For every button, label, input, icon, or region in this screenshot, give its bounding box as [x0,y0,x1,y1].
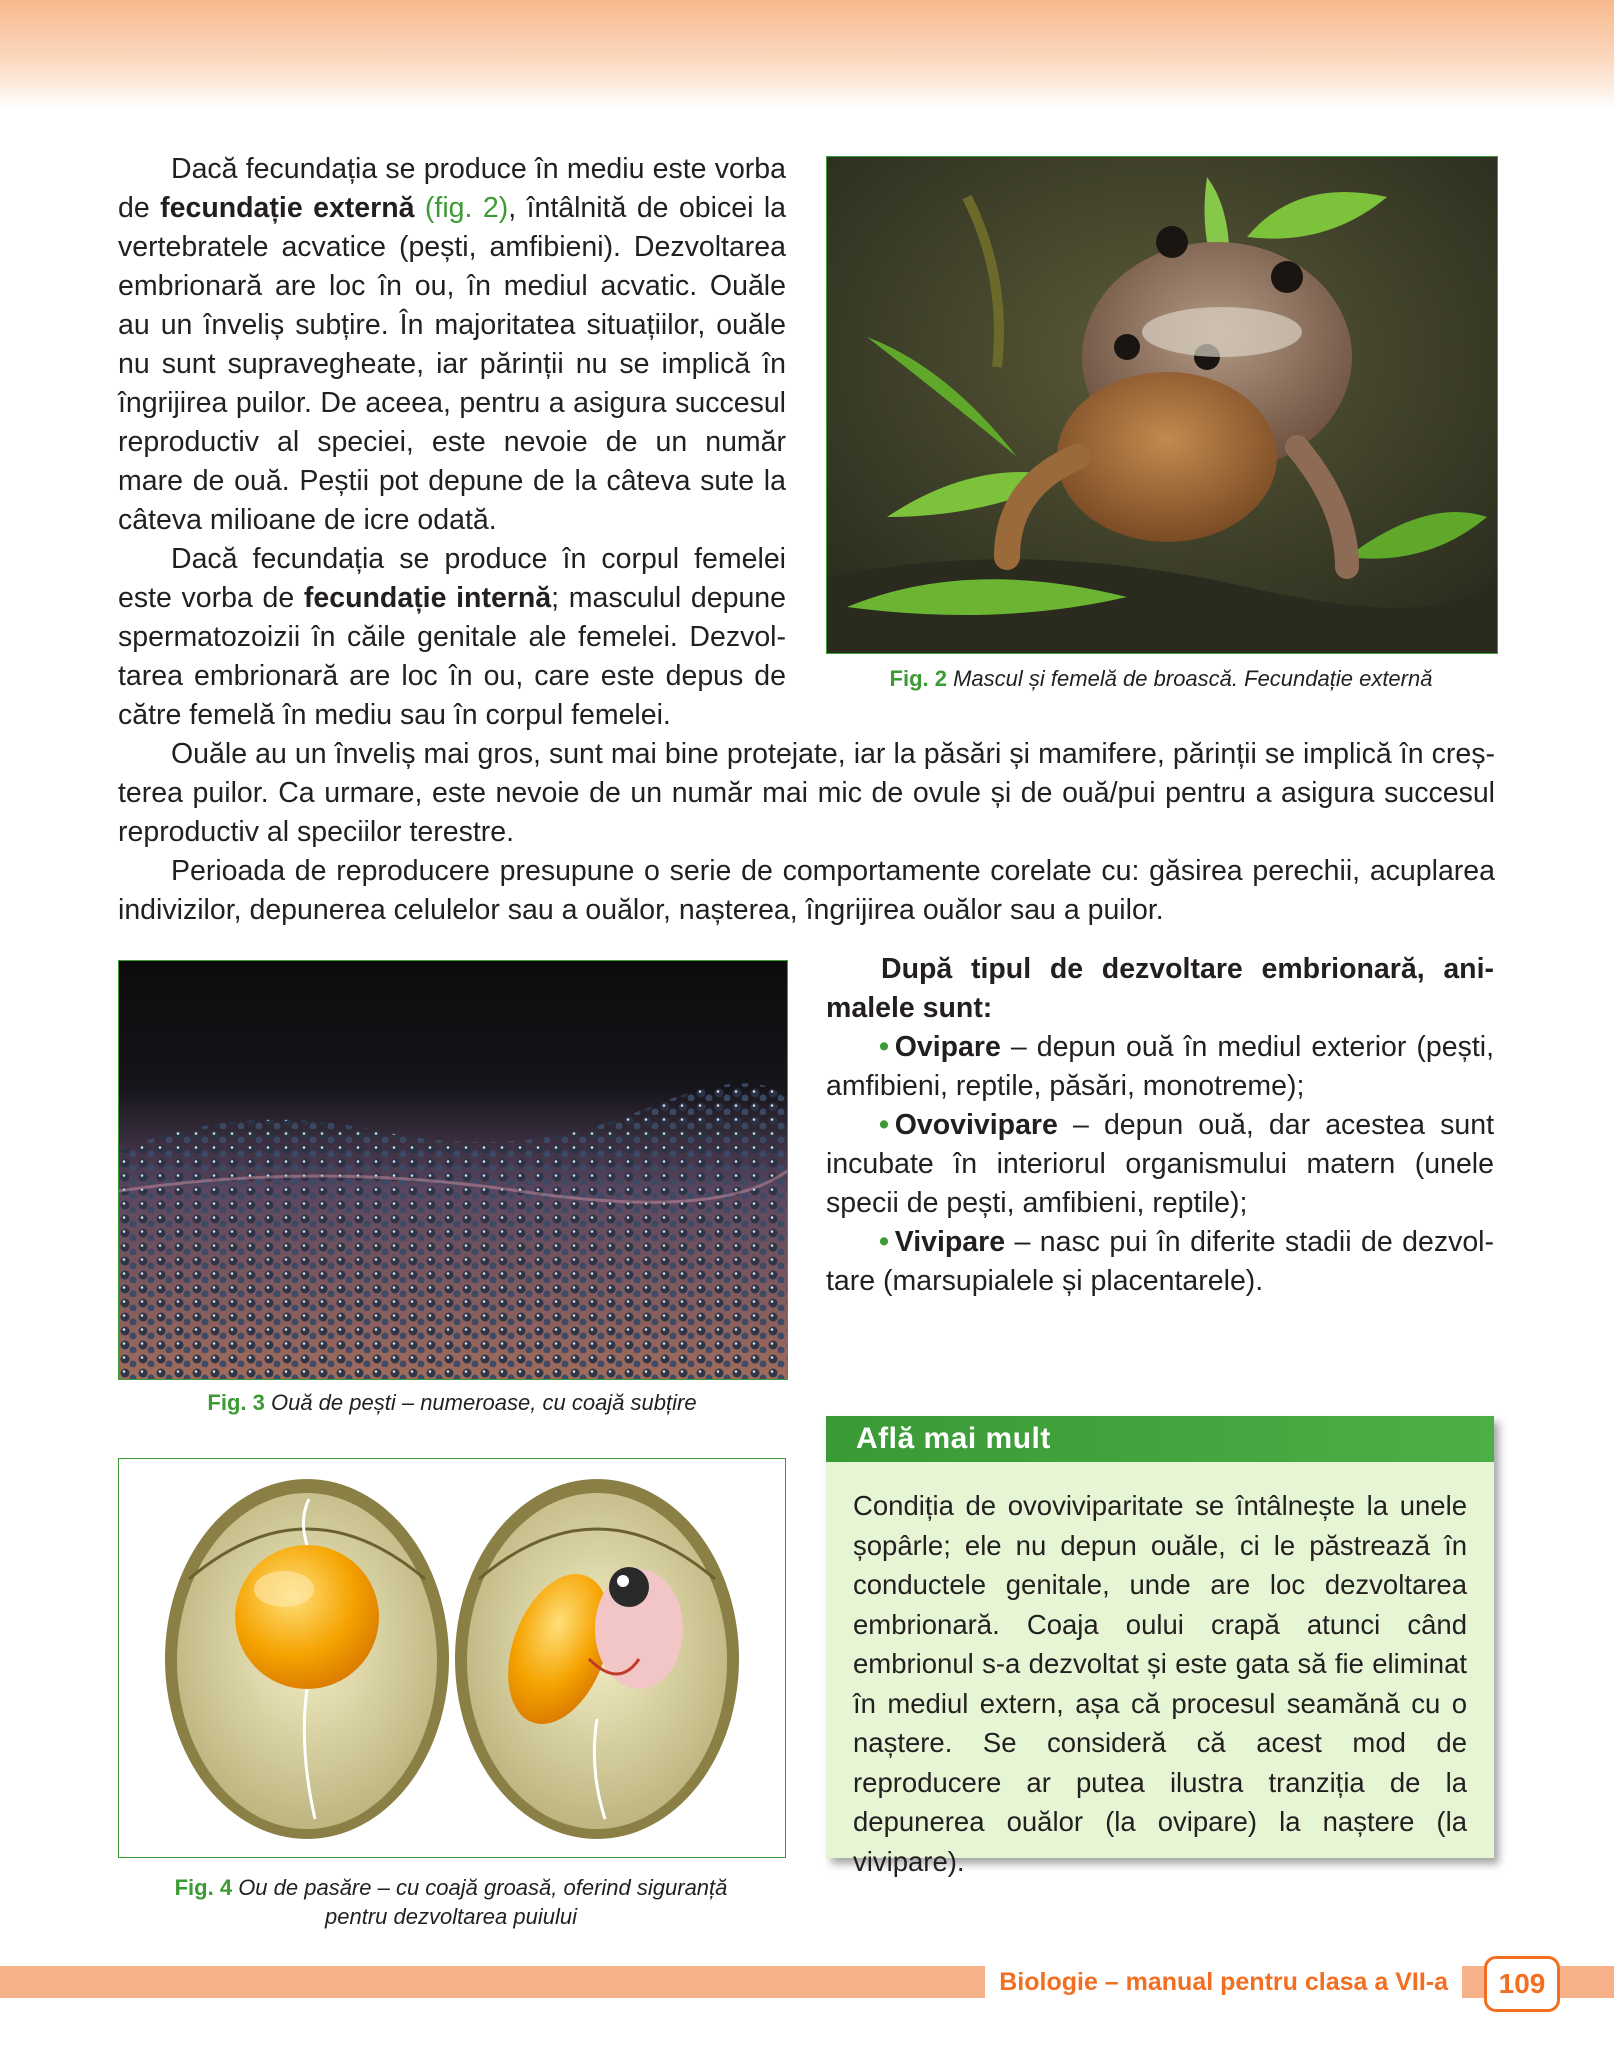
paragraph-internal-fertilization: Dacă fecundația se produce în corpul femelei este vorba de fecundație internă; masculul depune spermatozoizii în căile genitale ale femelei. Dezvoltarea embrionară are loc în ou, care este depus de către femelă în mediu sau în corpul femelei. [118,543,786,731]
fig2-caption: Fig. 2 Mascul și femelă de broască. Fecundație externă [889,666,1433,691]
learn-more-text: Condiția de ovoviviparitate se întâlnește la unele șopârle; ele nu depun ouăle, ci le păstrează în conductele genitale, unde are loc dezvoltarea embrionară. Coaja oului crapă atunci când embrionul s-a dezvoltat și este gata să fie eliminat în mediul extern, așa că procesul seamănă cu o naștere. Se consideră că acest mod de reproducere ar putea ilustra tranziția de la depunerea ouălor (la ovipare) la naștere (la vivipare). [853,1490,1467,1877]
frog-photo [826,156,1498,654]
fig3-label: Fig. 3 [207,1390,265,1415]
frog-illustration [827,157,1497,653]
term-external-fertilization: fecundație externă [160,192,415,224]
fig3-caption: Fig. 3 Ouă de pești – numeroase, cu coajă subțire [207,1390,697,1415]
development-types-heading: După tipul de dezvoltare embrionară, animalele sunt: [826,953,1494,1024]
fish-eggs-photo [118,960,788,1380]
paragraph-reproduction-period: Perioada de reproducere presupune o serie de comportamente corelate cu: găsirea perechii, acuplarea indivizilor, depunerea celulelor sau a ouălor, nașterea, îngrijirea ouălor sau a puilor. [118,855,1495,926]
paragraph-external-fertilization: Dacă fecundația se produce în mediu este vorba de fecundație externă (fig. 2), întâlnită de obicei la vertebratele acvatice (pești, amfibieni). Dezvoltarea embrionară are loc în ou, în mediul acvatic. Ouăle au un înveliș subțire. În majoritatea situațiilor, ouăle nu sunt supravegheate, iar părinții nu se implică în îngrijirea puilor. De aceea, pentru a asigura succesul reproductiv al speciei, este nevoie de un număr mare de ouă. Peștii pot depune de la câteva sute la câteva milioane de icre odată. [118,153,787,536]
book-title: Biologie – manual pentru clasa a VII-a [985,1966,1462,1998]
figure-reference: (fig. 2) [414,192,509,224]
list-item-vivipare: • Vivipare – nasc pui în diferite stadii de dezvoltare (marsupialele și placentarele). [826,1226,1494,1297]
fig2-label: Fig. 2 [889,666,947,691]
learn-more-box [826,1416,1494,1877]
fig4-caption: Fig. 4 Ou de pasăre – cu coajă groasă, oferind siguranță pentru dezvoltarea puiului [174,1875,728,1929]
header-band [0,0,1614,110]
bird-egg-illustration [118,1458,786,1858]
term-internal-fertilization: fecundație internă [303,582,552,614]
list-item-ovovivipare: • Ovovivipare – depun ouă, dar acestea sunt incubate în interiorul organismului matern (unele specii de pești, amfibieni, reptile); [826,1109,1494,1219]
egg-cross-section-drawing [119,1459,785,1857]
paragraph-thick-shell: Ouăle au un înveliș mai gros, sunt mai bine protejate, iar la păsări și mamifere, părinții se implică în creșterea puilor. Ca urmare, este nevoie de un număr mai mic de ovule și de ouă/pui pentru a asigura succesul reproductiv al speciilor terestre. [118,738,1495,848]
learn-more-title: Află mai mult [826,1416,1494,1462]
page-number: 109 [1484,1956,1560,2012]
fish-eggs-illustration [119,961,787,1379]
fig4-label: Fig. 4 [174,1875,233,1900]
list-item-ovipare: • Ovipare – depun ouă în mediul exterior (pești, amfibieni, reptile, păsări, monotreme); [826,1031,1494,1102]
development-types-list [826,1028,1494,1301]
